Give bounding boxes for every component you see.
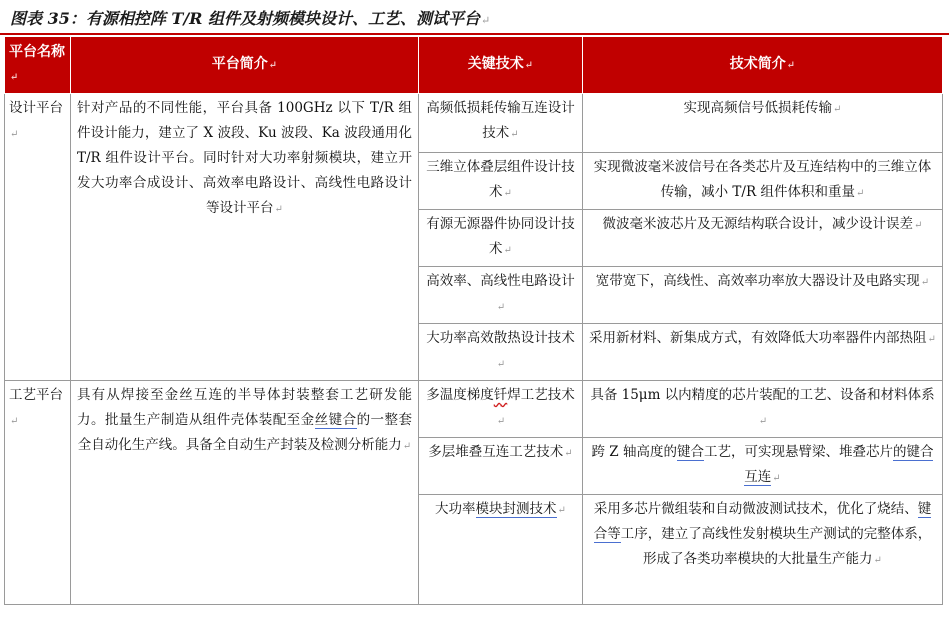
platform-table (4, 36, 943, 605)
key-tech-cell: 有源无源器件协同设计技术↵ (419, 210, 583, 267)
key-tech-cell: 高效率、高线性电路设计↵ (419, 267, 583, 324)
header-platform-name: 平台名称↵ (5, 37, 71, 94)
header-platform-intro: 平台简介↵ (71, 37, 419, 94)
header-tech-intro: 技术简介↵ (583, 37, 943, 94)
tech-intro-cell: 实现微波毫米波信号在各类芯片及互连结构中的三维立体传输，减小 T/R 组件体积和重量↵ (583, 153, 943, 210)
header-key-tech: 关键技术↵ (419, 37, 583, 94)
key-tech-cell: 三维立体叠层组件设计技术↵ (419, 153, 583, 210)
tech-intro-cell: 具备 15μm 以内精度的芯片装配的工艺、设备和材料体系↵ (583, 381, 943, 438)
platform-name-process: 工艺平台↵ (5, 381, 71, 605)
tech-intro-cell: 微波毫米波芯片及无源结构联合设计，减少设计误差↵ (583, 210, 943, 267)
figure-title: 图表 35：有源相控阵 T/R 组件及射频模块设计、工艺、测试平台↵ (10, 9, 491, 28)
title-divider (0, 33, 949, 35)
key-tech-cell: 多层堆叠互连工艺技术↵ (419, 438, 583, 495)
tech-intro-cell: 跨 Z 轴高度的键合工艺，可实现悬臂梁、堆叠芯片的键合互连↵ (583, 438, 943, 495)
platform-intro-process: 具有从焊接至金丝互连的半导体封装整套工艺研发能力。批量生产制造从组件壳体装配至金丝键合的一整套全自动化生产线。具备全自动生产封装及检测分析能力↵ (71, 381, 419, 605)
tech-intro-cell: 宽带宽下，高线性、高效率功率放大器设计及电路实现↵ (583, 267, 943, 324)
tech-intro-cell: 采用新材料、新集成方式，有效降低大功率器件内部热阻↵ (583, 324, 943, 381)
table-row (5, 381, 943, 438)
tech-intro-cell: 采用多芯片微组装和自动微波测试技术，优化了烧结、键合等工序，建立了高线性发射模块生产测试的完整体系，形成了各类功率模块的大批量生产能力↵ (583, 495, 943, 605)
key-tech-cell: 多温度梯度钎焊工艺技术↵ (419, 381, 583, 438)
platform-name-design: 设计平台↵ (5, 94, 71, 381)
key-tech-cell: 大功率高效散热设计技术↵ (419, 324, 583, 381)
key-tech-cell: 大功率模块封测技术↵ (419, 495, 583, 605)
tech-intro-cell: 实现高频信号低损耗传输↵ (583, 94, 943, 153)
table-row (5, 94, 943, 153)
platform-intro-design: 针对产品的不同性能，平台具备 100GHz 以下 T/R 组件设计能力，建立了 X 波段、Ku 波段、Ka 波段通用化 T/R 组件设计平台。同时针对大功率射频模块，建立开发大功率合成设计、高效率电路设计、高线性电路设计等设计平台↵ (71, 94, 419, 381)
table-header-row (5, 37, 943, 94)
key-tech-cell: 高频低损耗传输互连设计技术↵ (419, 94, 583, 153)
